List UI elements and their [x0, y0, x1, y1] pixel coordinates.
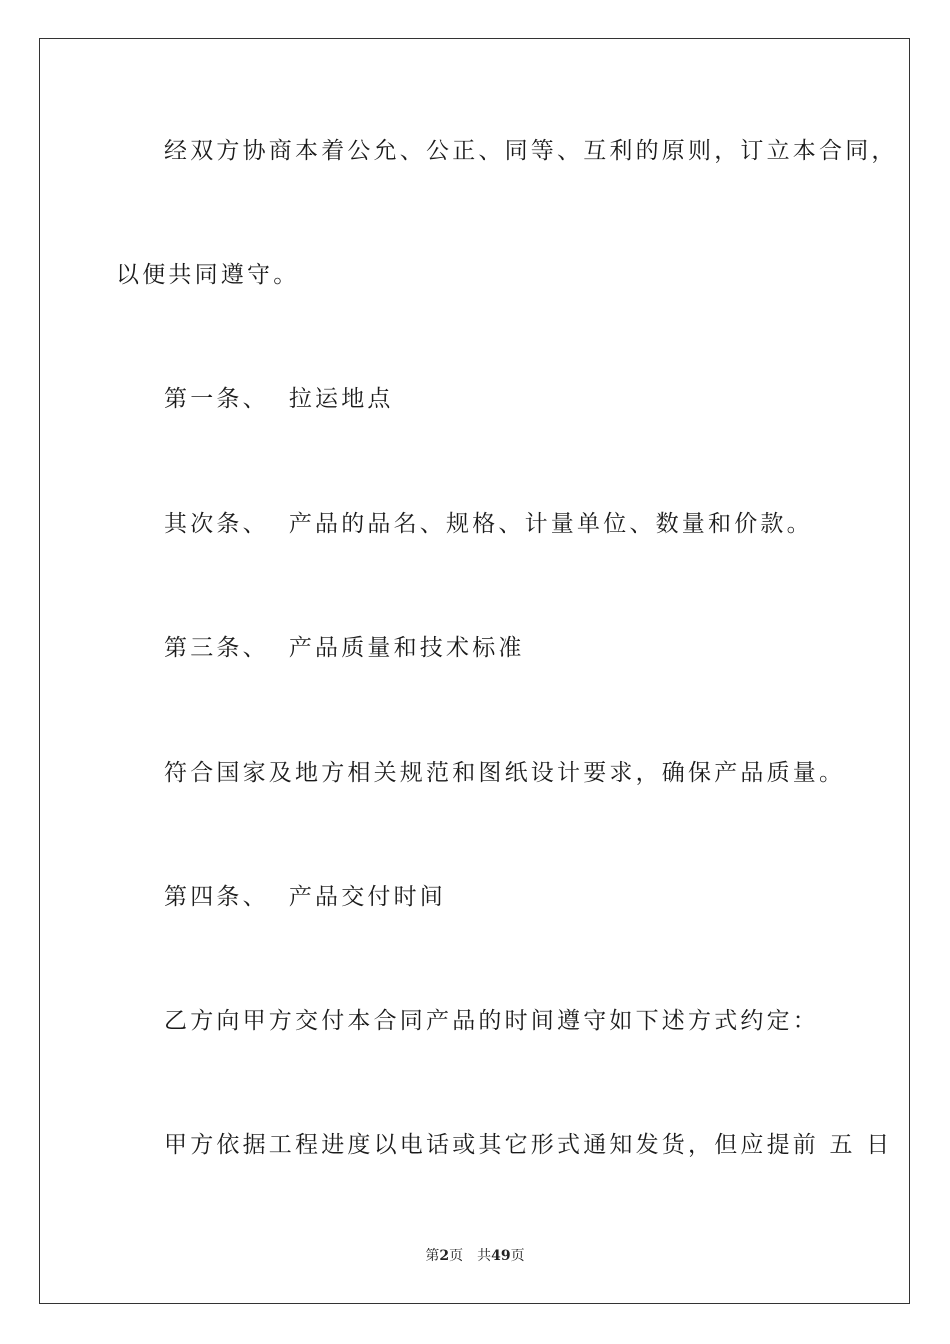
clause-3-body: [164, 758, 845, 788]
clause-4-body: [164, 1006, 819, 1036]
paragraph-text: 符合国家及地方相关规范和图纸设计要求，确保产品质量。: [164, 760, 846, 786]
clause-title: 产品交付时间: [288, 884, 447, 910]
clause-title: 拉运地点: [288, 386, 394, 412]
paragraph-text: 甲方依据工程进度以电话或其它形式通知发货，但应提前 五 日: [164, 1132, 893, 1158]
clause-4-detail: [164, 1130, 892, 1160]
clause-number: 第三条、: [164, 635, 269, 661]
clause-number: 第四条、: [164, 884, 269, 910]
clause-3-heading: [164, 633, 525, 663]
page-prefix: 第: [425, 1248, 440, 1264]
page-footer: [0, 1247, 950, 1265]
paragraph-text: 乙方向甲方交付本合同产品的时间遵守如下述方式约定：: [164, 1008, 819, 1034]
paragraph-text: 经双方协商本着公允、公正、同等、互利的原则，订立本合同，: [164, 138, 898, 164]
page-border: [39, 38, 910, 1304]
paragraph-preamble: [164, 136, 898, 166]
clause-number: 第一条、: [164, 386, 269, 412]
page-suffix: 页: [449, 1248, 464, 1264]
paragraph-text: 以便共同遵守。: [116, 262, 300, 288]
clause-number: 其次条、: [164, 511, 269, 537]
clause-1-heading: [164, 384, 394, 414]
clause-4-heading: [164, 882, 446, 912]
total-page-count: 49: [491, 1248, 511, 1264]
clause-title: 产品的品名、规格、计量单位、数量和价款。: [288, 511, 813, 537]
total-prefix: 共: [477, 1248, 492, 1264]
current-page-number: 2: [439, 1248, 450, 1264]
clause-2-heading: [164, 509, 813, 539]
total-suffix: 页: [510, 1248, 525, 1264]
paragraph-preamble-continued: [116, 260, 299, 290]
clause-title: 产品质量和技术标准: [288, 635, 525, 661]
